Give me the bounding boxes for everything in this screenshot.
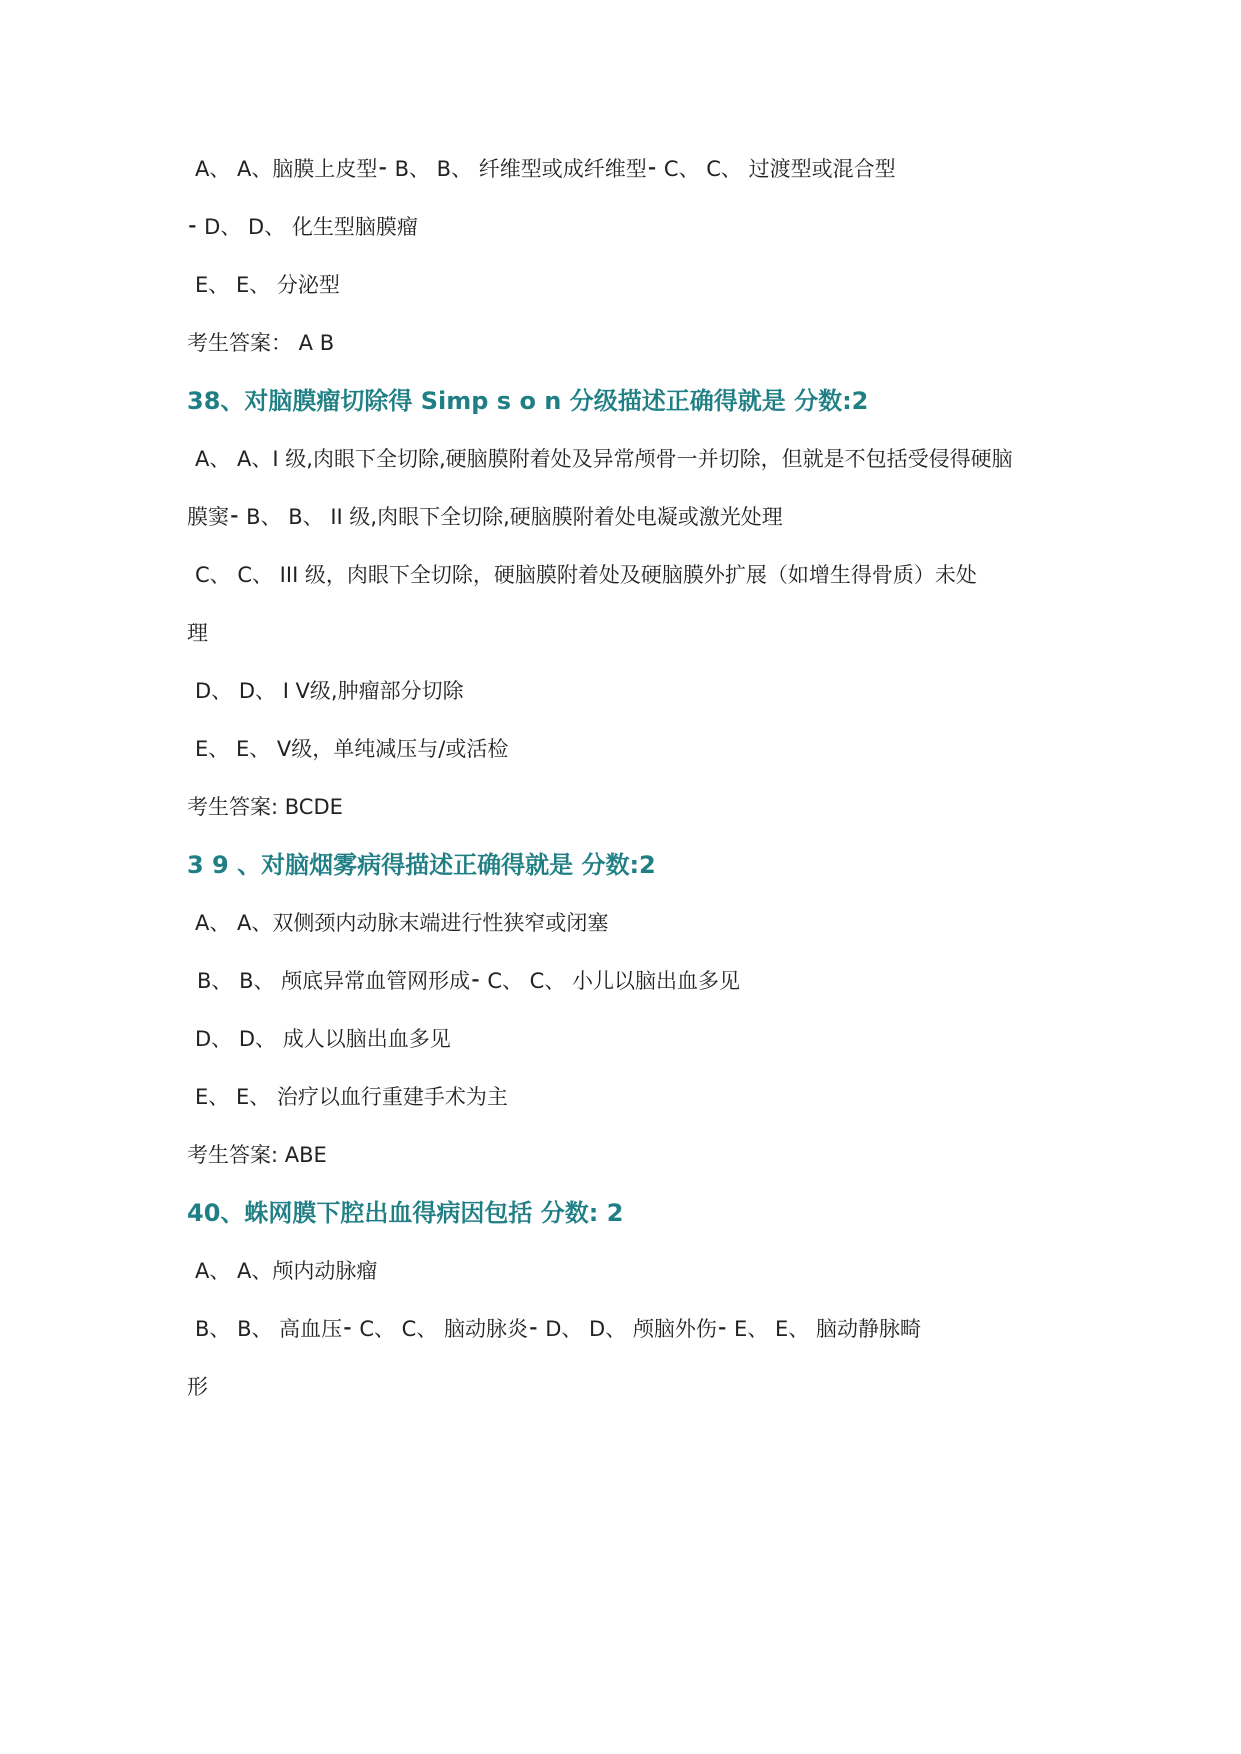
answer-line: 考生答案: ABE — [187, 1143, 327, 1167]
option-line: B、 B、 颅底异常血管网形成⁃ C、 C、 小儿以脑出血多见 — [197, 969, 741, 993]
option-line: A、 A、颅内动脉瘤 — [195, 1259, 378, 1283]
option-line: E、 E、 治疗以血行重建手术为主 — [195, 1085, 508, 1109]
answer-line: 考生答案: BCDE — [187, 795, 343, 819]
option-line: E、 E、 V级，单纯减压与/或活检 — [195, 737, 509, 761]
question-title: 3 9 、对脑烟雾病得描述正确得就是 分数:2 — [187, 851, 656, 879]
option-line: D、 D、 I V级,肿瘤部分切除 — [195, 679, 464, 703]
question-title: 38、对脑膜瘤切除得 Simp s o n 分级描述正确得就是 分数:2 — [187, 387, 869, 415]
question-title: 40、蛛网膜下腔出血得病因包括 分数: 2 — [187, 1199, 624, 1227]
option-line: A、 A、I 级,肉眼下全切除,硬脑膜附着处及异常颅骨一并切除，但就是不包括受侵得硬脑 — [195, 447, 1013, 471]
option-line: B、 B、 高血压⁃ C、 C、 脑动脉炎⁃ D、 D、 颅脑外伤⁃ E、 E、 脑动静脉畸 — [195, 1317, 921, 1341]
option-line: A、 A、脑膜上皮型⁃ B、 B、 纤维型或成纤维型⁃ C、 C、 过渡型或混合型 — [195, 157, 896, 181]
answer-line: 考生答案： A B — [187, 331, 335, 355]
option-line: 理 — [187, 621, 208, 645]
option-line: 形 — [187, 1375, 208, 1399]
option-line: ⁃ D、 D、 化生型脑膜瘤 — [187, 215, 418, 239]
option-line: C、 C、 III 级，肉眼下全切除，硬脑膜附着处及硬脑膜外扩展（如增生得骨质）未处 — [195, 563, 977, 587]
option-line: E、 E、 分泌型 — [195, 273, 340, 297]
option-line: 膜窦⁃ B、 B、 II 级,肉眼下全切除,硬脑膜附着处电凝或激光处理 — [187, 505, 783, 529]
option-line: A、 A、双侧颈内动脉末端进行性狭窄或闭塞 — [195, 911, 609, 935]
option-line: D、 D、 成人以脑出血多见 — [195, 1027, 451, 1051]
